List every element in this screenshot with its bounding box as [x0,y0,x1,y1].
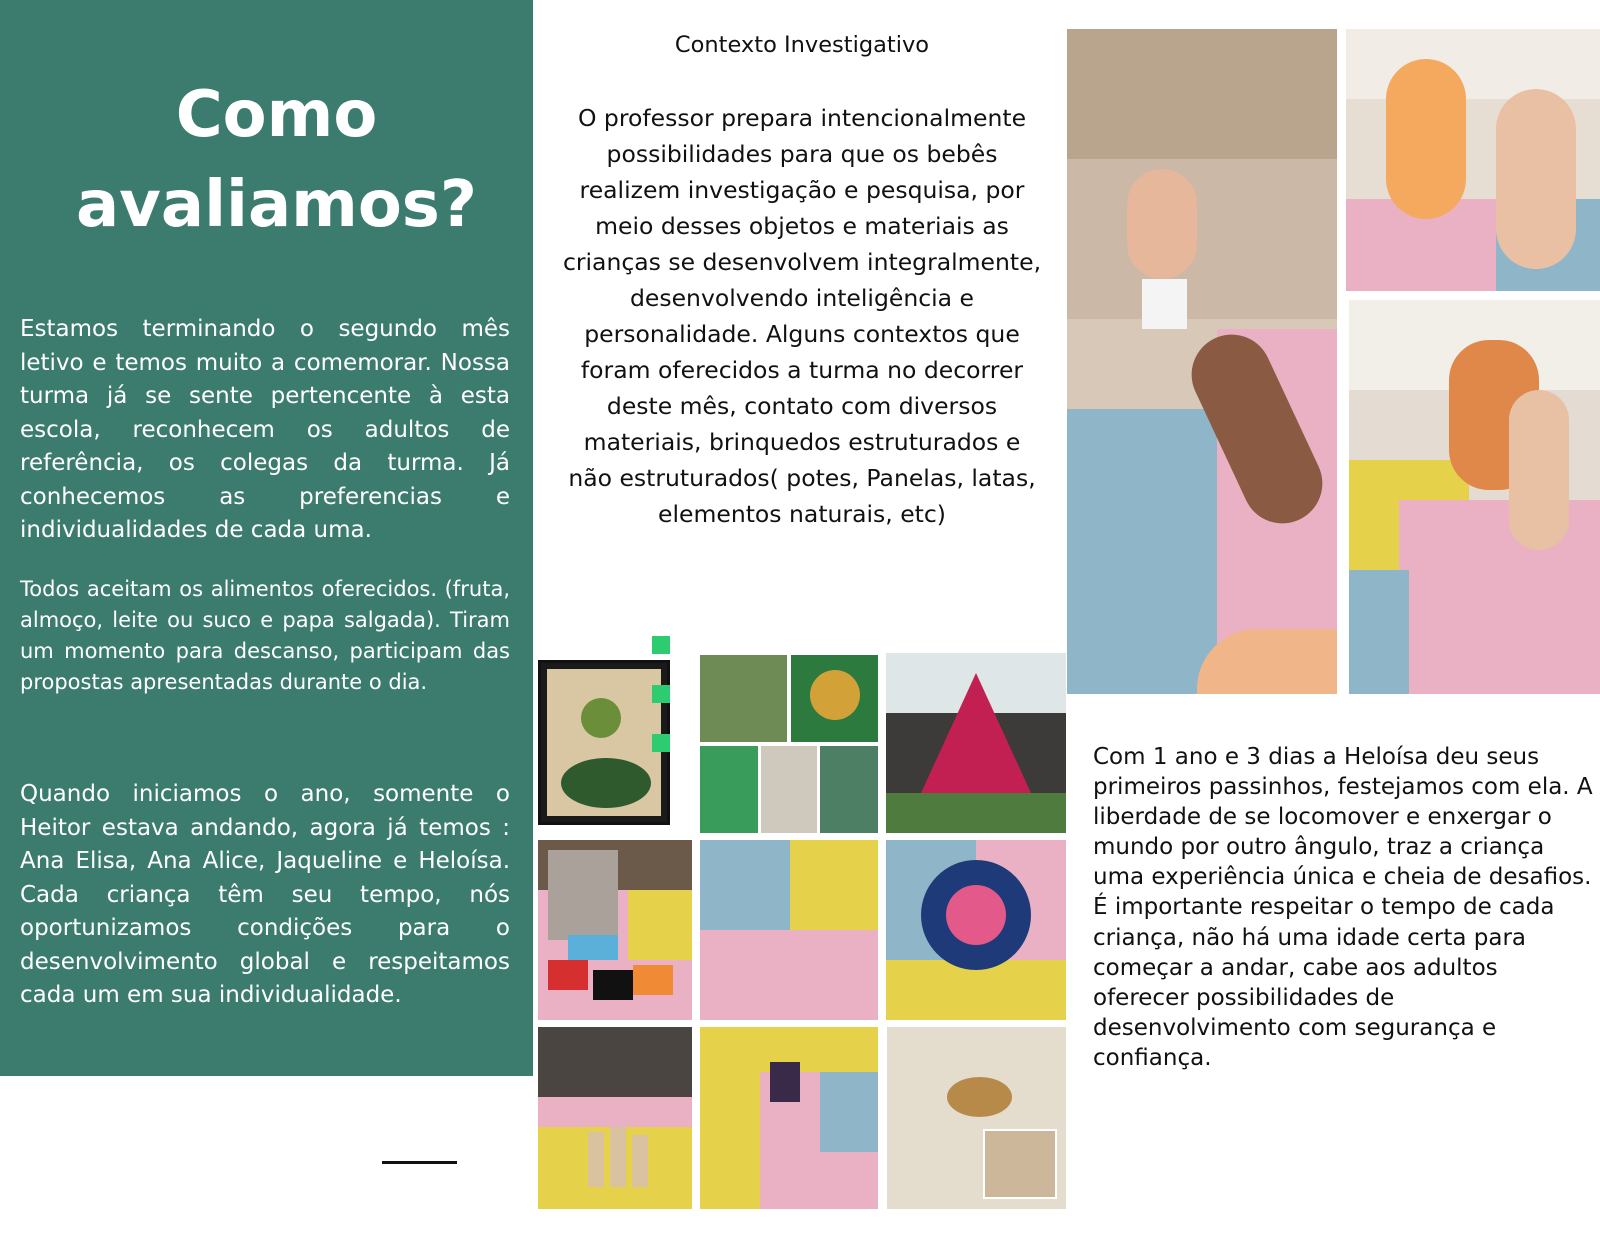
photo-pegs-on-mats [700,840,878,1020]
photo-material-collage [700,655,878,833]
photo-cans-and-lids [538,840,692,1020]
photo-cd-spiral [700,1027,878,1209]
left-paragraph-1: Estamos terminando o segundo mês letivo e temos muito a comemorar. Nossa turma já se sente pertencente à esta escola, reconhecem os adultos de referência, os colegas da turma. Já conhecemos as preferencias e individualidades de cada uma. [20,316,510,543]
left-paragraph-2: Todos aceitam os alimentos oferecidos. (fruta, almoço, leite ou suco e papa salgada). Tiram um momento para descanso, participam das propostas apresentadas durante o dia. [20,577,510,694]
context-body: O professor prepara intencionalmente possibilidades para que os bebês realizem investigação e pesquisa, por meio desses objetos e materiais as crianças se desenvolvem integralmente, desenvolvendo inteligência e personalidade. Alguns contextos que foram oferecidos a turma no decorrer deste mês, contato com diversos materiais, brinquedos estruturados e não estruturados( potes, Panelas, latas, elementos naturais, etc) [562,104,1042,528]
photo-blue-rings-bowl [886,840,1066,1020]
photo-leaf-tray [538,660,670,825]
photo-bottles-on-mats [538,1027,692,1209]
left-paragraph-3: Quando iniciamos o ano, somente o Heitor estava andando, agora já temos : Ana Elisa, Ana Alice, Jaqueline e Heloísa. Cada criança têm seu tempo, nós oportunizamos condições para o desenvolvimento global e respeitamos cada um em sua individualidade. [20,781,510,1008]
title-line-2: avaliamos? [75,168,478,242]
first-steps-text: Com 1 ano e 3 dias a Heloísa deu seus primeiros passinhos, festejamos com ela. A liberdade de se locomover e enxergar o mundo por outro ângulo, traz a criança uma experiência única e cheia de desafios. É importante respeitar o tempo de cada criança, não há uma idade certa para começar a andar, cabe aos adultos oferecer possibilidades de desenvolvimento com segurança e confiança. [1093,744,1593,1071]
photo-baby-first-steps [1067,29,1337,694]
photo-educator-and-baby [1346,29,1600,291]
context-heading: Contexto Investigativo [674,32,930,58]
green-marker-2 [652,685,670,703]
title-line-1: Como [175,78,378,152]
green-marker-3 [652,734,670,752]
photo-baby-walking-to-educator [1349,300,1600,694]
green-marker-1 [652,636,670,654]
page-title [0,70,553,250]
decorative-underline [382,1161,457,1164]
photo-nature-basket [887,1027,1066,1209]
photo-red-tent [886,653,1066,833]
